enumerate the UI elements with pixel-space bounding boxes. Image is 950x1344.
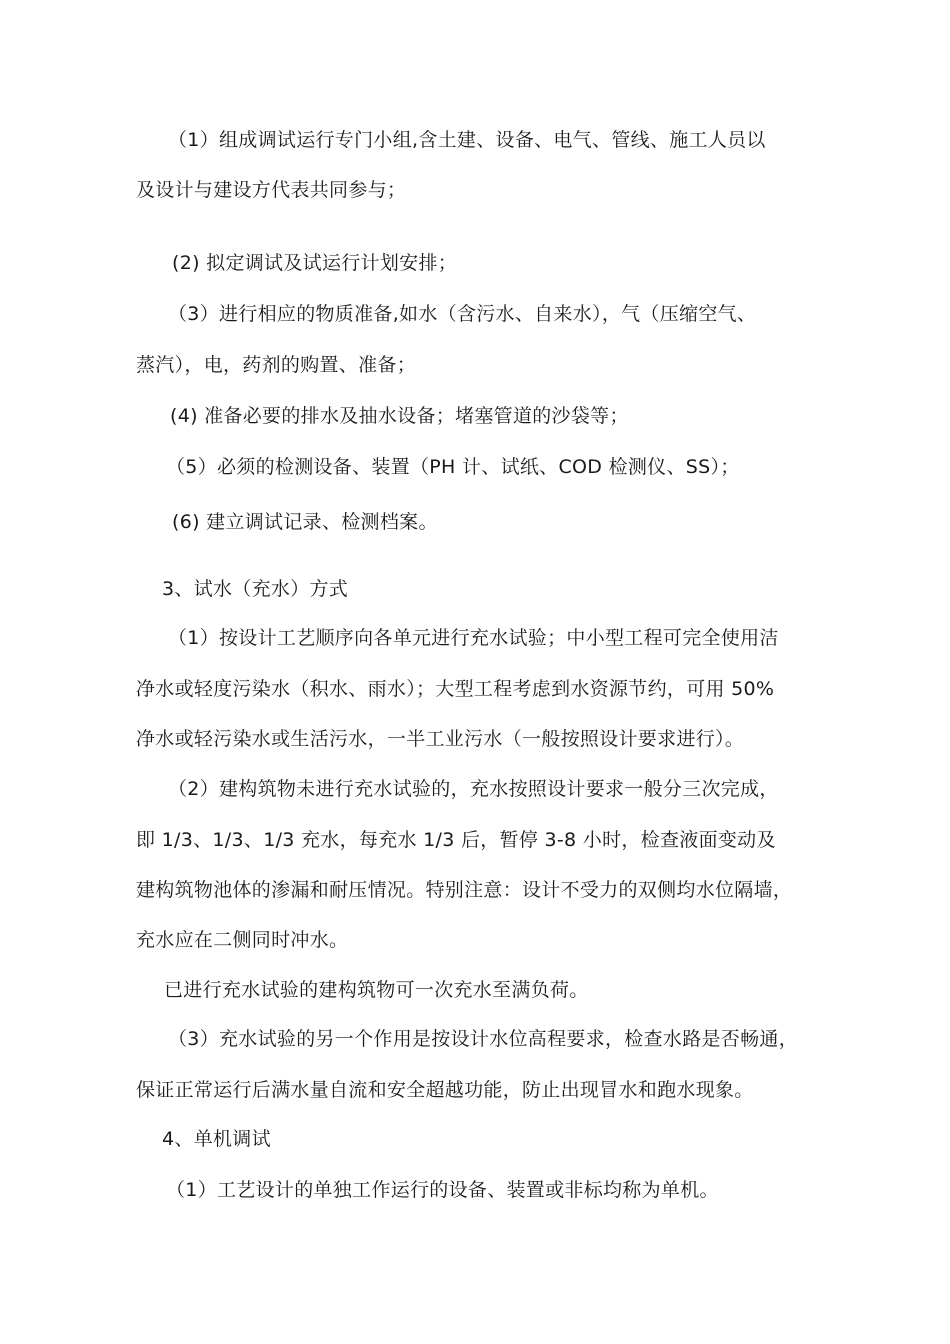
section-heading: 4、单机调试 (162, 1128, 271, 1150)
paragraph-line: 建构筑物池体的渗漏和耐压情况。特别注意：设计不受力的双侧均水位隔墙， (136, 879, 793, 901)
paragraph-line: （3）进行相应的物质准备,如水（含污水、自来水），气（压缩空气、 (168, 303, 757, 325)
paragraph-line: （2）建构筑物未进行充水试验的，充水按照设计要求一般分三次完成， (168, 778, 779, 800)
paragraph-line: 净水或轻污染水或生活污水，一半工业污水（一般按照设计要求进行）。 (136, 728, 745, 750)
paragraph-line: （1）按设计工艺顺序向各单元进行充水试验；中小型工程可完全使用洁 (168, 627, 779, 649)
paragraph-line: 净水或轻度污染水（积水、雨水）；大型工程考虑到水资源节约，可用 50% (136, 678, 775, 700)
paragraph-line: (4) 准备必要的排水及抽水设备；堵塞管道的沙袋等； (170, 405, 629, 427)
paragraph-line: （1）组成调试运行专门小组,含土建、设备、电气、管线、施工人员以 (168, 129, 766, 151)
paragraph-line: (6) 建立调试记录、检测档案。 (172, 511, 438, 533)
paragraph-line: （1）工艺设计的单独工作运行的设备、装置或非标均称为单机。 (166, 1179, 719, 1201)
paragraph-line: 已进行充水试验的建构筑物可一次充水至满负荷。 (164, 979, 589, 1001)
paragraph-line: 保证正常运行后满水量自流和安全超越功能，防止出现冒水和跑水现象。 (136, 1079, 754, 1101)
paragraph-line: 充水应在二侧同时冲水。 (136, 929, 349, 951)
paragraph-line: （3）充水试验的另一个作用是按设计水位高程要求，检查水路是否畅通， (168, 1028, 798, 1050)
paragraph-line: (2) 拟定调试及试运行计划安排； (172, 252, 458, 274)
paragraph-line: 即 1/3、1/3、1/3 充水，每充水 1/3 后，暂停 3-8 小时，检查液面变动及 (136, 829, 776, 851)
paragraph-line: 蒸汽），电，药剂的购置、准备； (136, 354, 417, 376)
paragraph-line: 及设计与建设方代表共同参与； (136, 179, 407, 201)
section-heading: 3、试水（充水）方式 (162, 578, 349, 600)
paragraph-line: （5）必须的检测设备、装置（PH 计、试纸、COD 检测仪、SS）； (166, 456, 740, 478)
